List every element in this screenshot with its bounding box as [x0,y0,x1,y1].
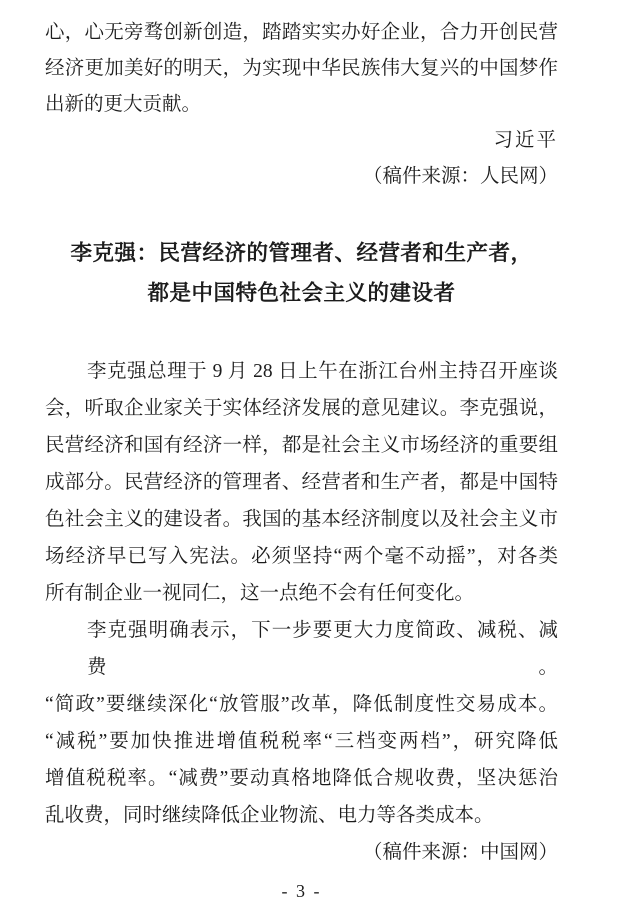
paragraph-line: 增值税税率。“减费”要动真格地降低合规收费，坚决惩治 [45,768,558,789]
paragraph-line: 李克强明确表示，下一步要更大力度简政、减税、减费。 [87,620,558,678]
paragraph-line: 出新的更大贡献。 [45,94,202,115]
paragraph-line: 成部分。民营经济的管理者、经营者和生产者，都是中国特 [45,472,558,493]
article-title-line: 李克强：民营经济的管理者、经营者和生产者， [70,241,533,265]
previous-article-end [45,15,558,195]
paragraph [45,353,558,612]
source-attribution: （稿件来源：中国网） [362,842,558,863]
paragraph-line: “简政”要继续深化“放管服”改革，降低制度性交易成本。 [45,694,558,715]
paragraph-line: 经济更加美好的明天，为实现中华民族伟大复兴的中国梦作 [45,58,558,79]
article-title [45,233,558,313]
signature: 习近平 [493,130,558,151]
page-number: - 3 - [281,881,322,901]
paragraph-line: 会，听取企业家关于实体经济发展的意见建议。李克强说， [45,398,558,419]
paragraph-line: “减税”要加快推进增值税税率“三档变两档”，研究降低 [45,731,558,752]
paragraph-line: 场经济早已写入宪法。必须坚持“两个毫不动摇”，对各类 [45,546,558,567]
paragraph-line: 所有制企业一视同仁，这一点绝不会有任何变化。 [45,583,475,604]
paragraph-line: 心，心无旁骛创新创造，踏踏实实办好企业，合力开创民营 [45,22,558,43]
paragraph-line: 色社会主义的建设者。我国的基本经济制度以及社会主义市 [45,509,558,530]
paragraph-line: 民营经济和国有经济一样，都是社会主义市场经济的重要组 [45,435,558,456]
source-attribution: （稿件来源：人民网） [362,166,558,187]
paragraph-line: 乱收费，同时继续降低企业物流、电力等各类成本。 [45,805,494,826]
article-body [45,353,558,871]
article-title-line: 都是中国特色社会主义的建设者 [147,281,456,305]
paragraph-line: 李克强总理于 9 月 28 日上午在浙江台州主持召开座谈 [87,361,558,382]
paragraph [45,612,558,834]
